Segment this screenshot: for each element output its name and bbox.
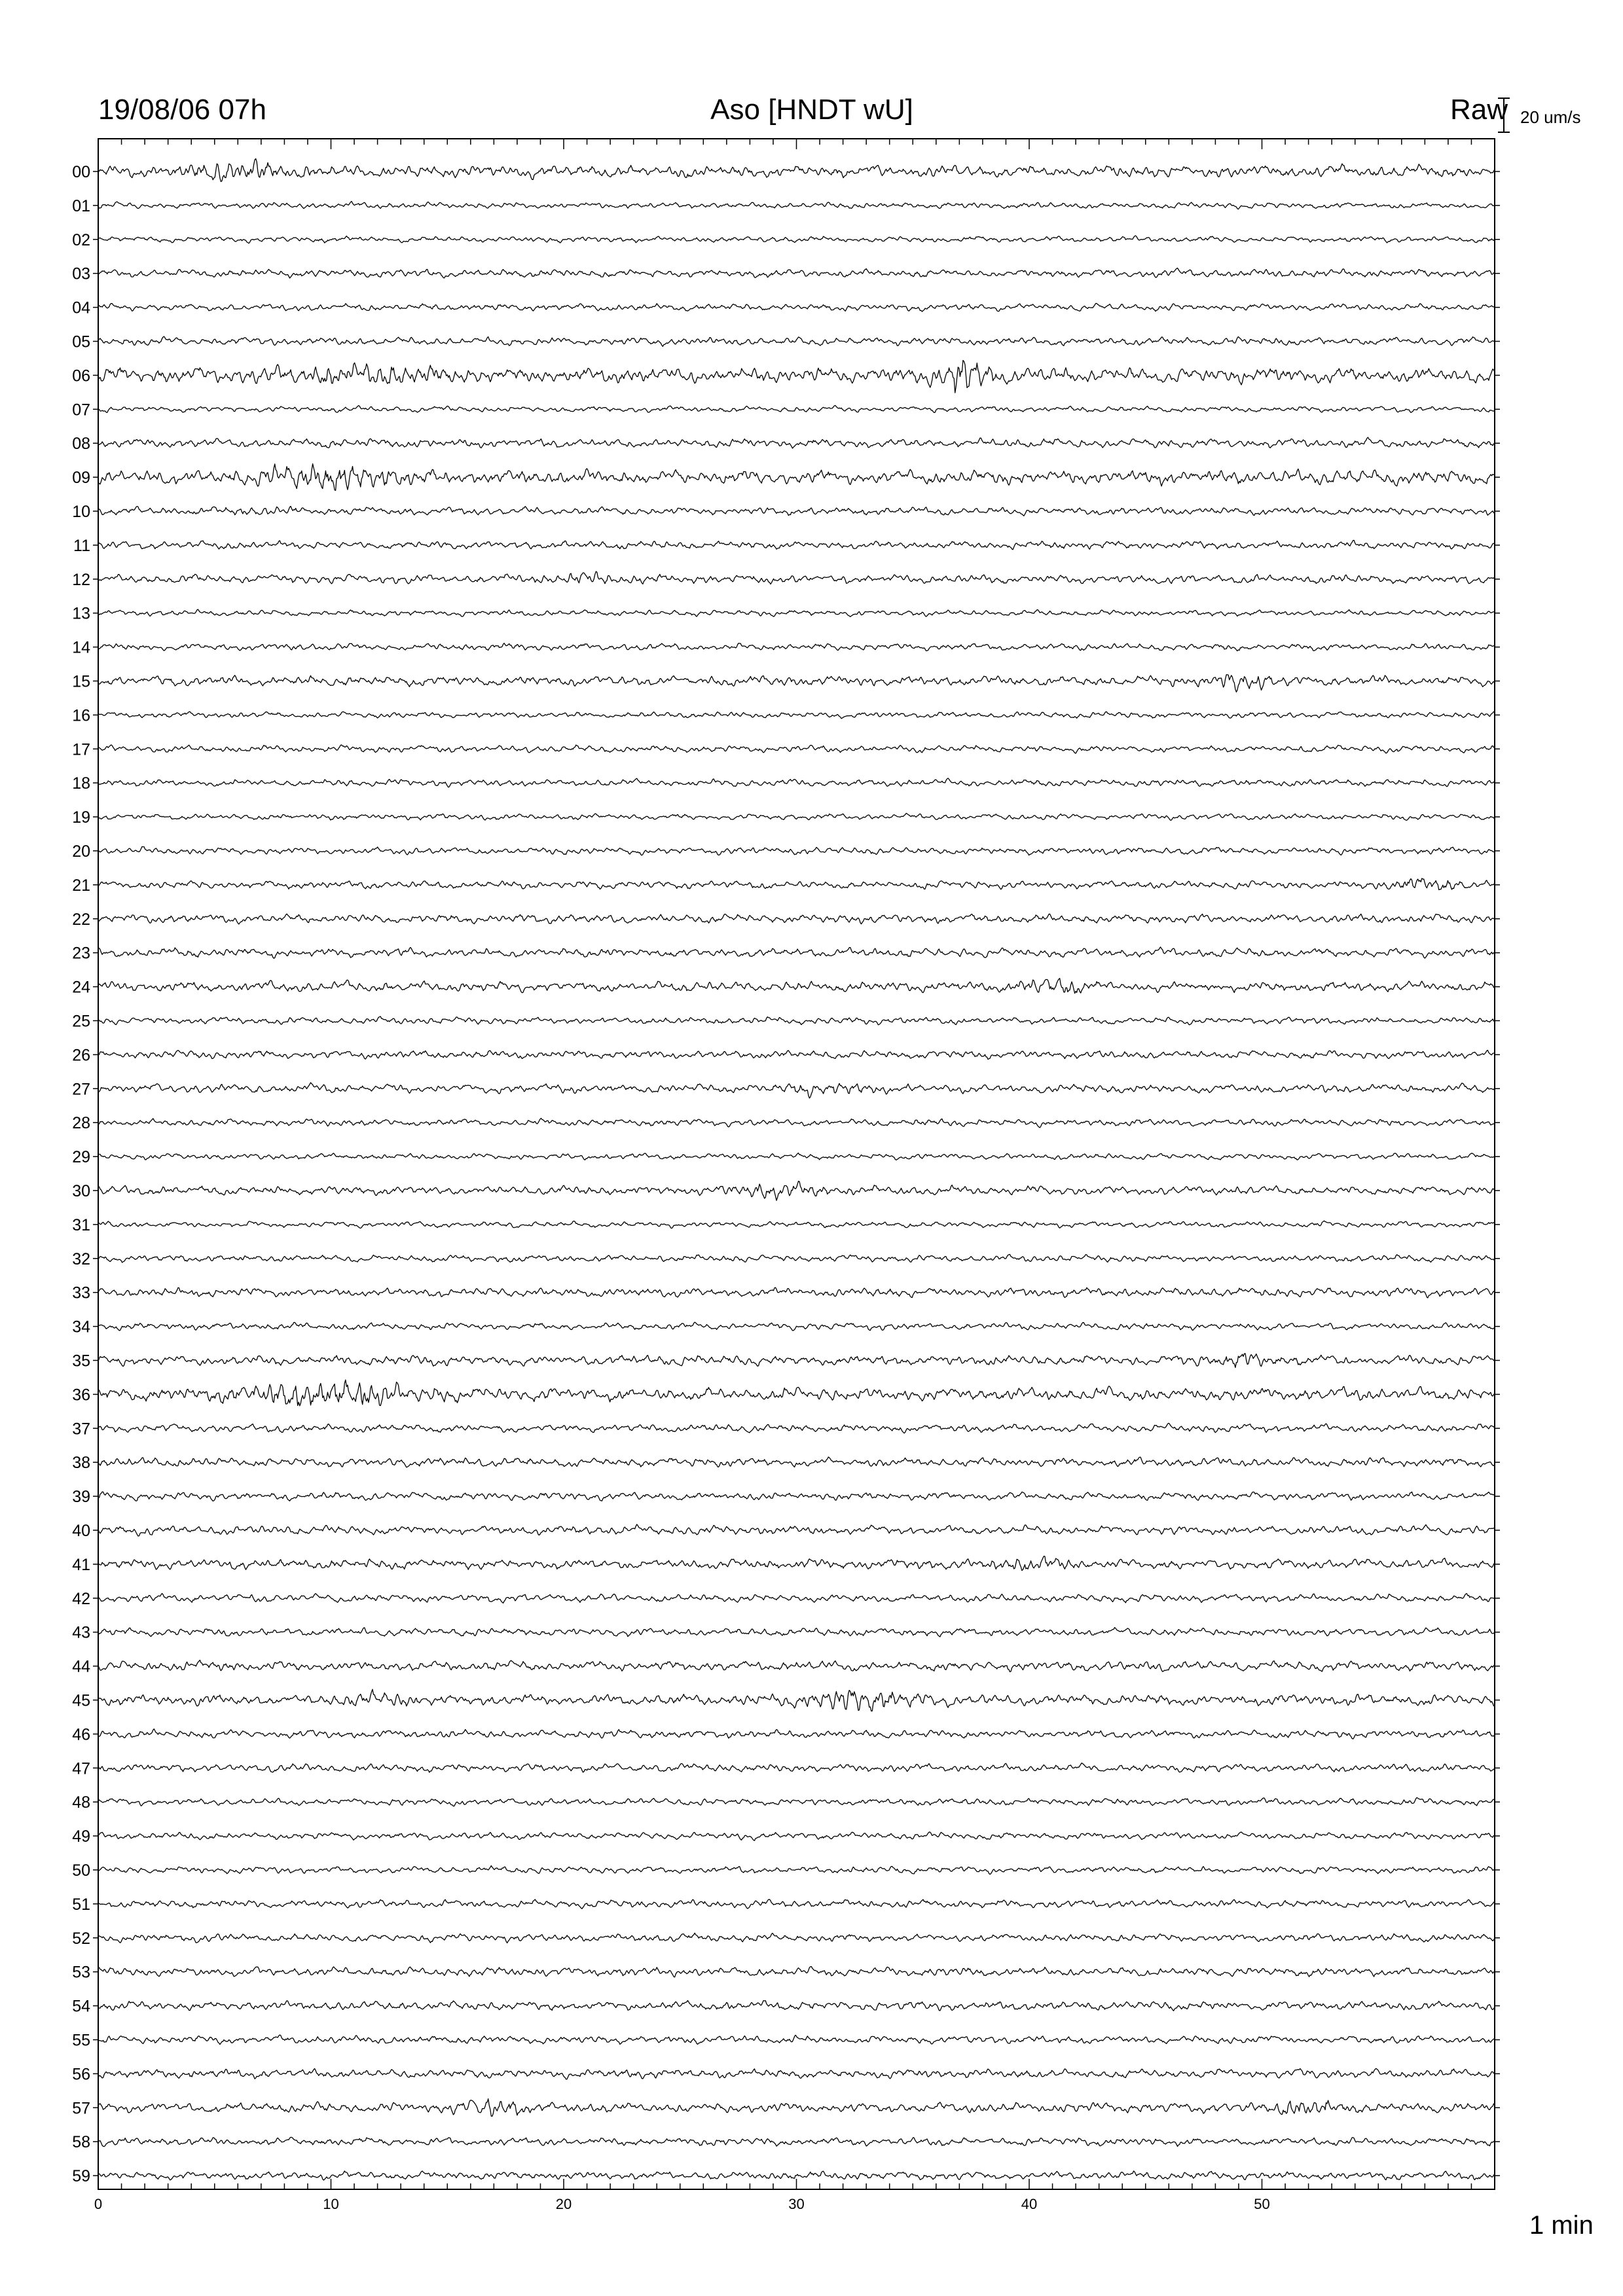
- trace-row-21: [98, 878, 1495, 890]
- trace-row-31: [98, 1221, 1495, 1228]
- row-label-25: 25: [72, 1012, 90, 1031]
- row-label-08: 08: [72, 435, 90, 454]
- row-label-00: 00: [72, 163, 90, 181]
- trace-row-25: [98, 1016, 1495, 1025]
- trace-row-38: [98, 1457, 1495, 1467]
- row-label-10: 10: [72, 503, 90, 521]
- row-label-05: 05: [72, 332, 90, 351]
- row-label-57: 57: [72, 2099, 90, 2118]
- trace-row-27: [98, 1083, 1495, 1098]
- row-label-33: 33: [72, 1283, 90, 1302]
- trace-row-00: [98, 159, 1495, 182]
- row-label-19: 19: [72, 808, 90, 827]
- row-label-43: 43: [72, 1623, 90, 1642]
- row-label-37: 37: [72, 1420, 90, 1439]
- x-tick-label-10: 10: [323, 2196, 339, 2212]
- date-hour-label: 19/08/06 07h: [98, 94, 266, 126]
- trace-row-53: [98, 1967, 1495, 1977]
- row-labels: [72, 163, 1500, 2185]
- trace-row-58: [98, 2138, 1495, 2147]
- trace-row-03: [98, 268, 1495, 278]
- trace-row-17: [98, 745, 1495, 753]
- row-label-06: 06: [72, 367, 90, 386]
- trace-row-11: [98, 541, 1495, 550]
- row-label-55: 55: [72, 2031, 90, 2050]
- x-tick-label-40: 40: [1021, 2196, 1038, 2212]
- plot-frame: [98, 139, 1495, 2189]
- trace-row-28: [98, 1119, 1495, 1128]
- x-tick-label-50: 50: [1254, 2196, 1270, 2212]
- mode-label: Raw: [1450, 94, 1508, 126]
- row-label-01: 01: [72, 196, 90, 215]
- trace-row-30: [98, 1181, 1495, 1201]
- trace-row-41: [98, 1556, 1495, 1571]
- row-label-35: 35: [72, 1352, 90, 1371]
- row-label-39: 39: [72, 1488, 90, 1507]
- x-tick-label-0: 0: [94, 2196, 103, 2212]
- trace-row-16: [98, 711, 1495, 719]
- trace-row-24: [98, 978, 1495, 994]
- trace-row-12: [98, 571, 1495, 584]
- trace-row-05: [98, 336, 1495, 346]
- trace-row-13: [98, 609, 1495, 617]
- trace-row-36: [98, 1380, 1495, 1406]
- trace-row-43: [98, 1628, 1495, 1637]
- trace-row-46: [98, 1729, 1495, 1739]
- trace-row-15: [98, 675, 1495, 692]
- row-label-09: 09: [72, 469, 90, 488]
- trace-row-55: [98, 2035, 1495, 2045]
- row-label-24: 24: [72, 978, 90, 997]
- row-label-44: 44: [72, 1657, 90, 1676]
- trace-row-51: [98, 1899, 1495, 1909]
- plot-border: [98, 139, 1495, 2189]
- trace-row-02: [98, 236, 1495, 243]
- row-label-13: 13: [72, 604, 90, 623]
- row-label-51: 51: [72, 1895, 90, 1914]
- trace-row-08: [98, 437, 1495, 448]
- row-label-59: 59: [72, 2167, 90, 2186]
- row-label-29: 29: [72, 1148, 90, 1167]
- trace-row-19: [98, 814, 1495, 821]
- trace-row-10: [98, 507, 1495, 516]
- trace-row-37: [98, 1424, 1495, 1433]
- trace-row-34: [98, 1322, 1495, 1331]
- row-label-28: 28: [72, 1114, 90, 1133]
- trace-row-48: [98, 1798, 1495, 1806]
- trace-row-39: [98, 1492, 1495, 1501]
- row-label-41: 41: [72, 1555, 90, 1574]
- row-label-30: 30: [72, 1182, 90, 1200]
- row-label-38: 38: [72, 1454, 90, 1473]
- trace-row-18: [98, 778, 1495, 787]
- trace-row-22: [98, 914, 1495, 924]
- row-label-22: 22: [72, 910, 90, 929]
- trace-row-56: [98, 2068, 1495, 2079]
- row-label-15: 15: [72, 672, 90, 691]
- x-tick-label-20: 20: [555, 2196, 572, 2212]
- row-label-52: 52: [72, 1929, 90, 1948]
- row-label-03: 03: [72, 264, 90, 283]
- x-axis-label: 1 min: [1529, 2211, 1594, 2240]
- trace-row-04: [98, 304, 1495, 312]
- trace-row-59: [98, 2171, 1495, 2180]
- row-label-56: 56: [72, 2065, 90, 2084]
- trace-row-40: [98, 1524, 1495, 1536]
- row-label-27: 27: [72, 1080, 90, 1099]
- trace-row-20: [98, 847, 1495, 855]
- trace-row-57: [98, 2099, 1495, 2117]
- row-label-47: 47: [72, 1759, 90, 1778]
- row-label-40: 40: [72, 1522, 90, 1540]
- row-label-42: 42: [72, 1589, 90, 1608]
- row-label-04: 04: [72, 298, 90, 317]
- row-label-46: 46: [72, 1725, 90, 1744]
- row-label-23: 23: [72, 944, 90, 963]
- trace-row-52: [98, 1933, 1495, 1943]
- row-label-49: 49: [72, 1827, 90, 1846]
- row-label-11: 11: [73, 536, 90, 555]
- trace-row-47: [98, 1763, 1495, 1772]
- row-label-32: 32: [72, 1249, 90, 1268]
- trace-row-33: [98, 1287, 1495, 1298]
- row-label-45: 45: [72, 1691, 90, 1710]
- trace-row-14: [98, 643, 1495, 651]
- trace-row-26: [98, 1050, 1495, 1060]
- scale-bar-label: 20 um/s: [1520, 107, 1581, 127]
- row-label-02: 02: [72, 230, 90, 249]
- trace-row-06: [98, 361, 1495, 393]
- trace-row-45: [98, 1689, 1495, 1711]
- x-tick-label-30: 30: [788, 2196, 805, 2212]
- row-label-12: 12: [72, 570, 90, 589]
- trace-row-54: [98, 2001, 1495, 2011]
- row-label-48: 48: [72, 1793, 90, 1812]
- row-label-16: 16: [72, 706, 90, 725]
- trace-row-42: [98, 1594, 1495, 1604]
- trace-row-49: [98, 1832, 1495, 1840]
- row-label-36: 36: [72, 1386, 90, 1405]
- trace-row-32: [98, 1255, 1495, 1263]
- trace-row-44: [98, 1660, 1495, 1672]
- row-label-14: 14: [72, 638, 90, 657]
- trace-row-09: [98, 464, 1495, 491]
- row-label-34: 34: [72, 1318, 90, 1336]
- row-label-31: 31: [72, 1215, 90, 1234]
- trace-row-50: [98, 1866, 1495, 1874]
- station-title: Aso [HNDT wU]: [710, 94, 913, 126]
- row-label-50: 50: [72, 1861, 90, 1880]
- row-label-54: 54: [72, 1997, 90, 2016]
- trace-row-29: [98, 1153, 1495, 1160]
- row-label-17: 17: [72, 740, 90, 759]
- row-label-21: 21: [72, 876, 90, 895]
- row-label-58: 58: [72, 2133, 90, 2152]
- trace-row-07: [98, 406, 1495, 413]
- trace-row-35: [98, 1354, 1495, 1367]
- row-label-07: 07: [72, 401, 90, 420]
- trace-row-23: [98, 947, 1495, 958]
- row-label-18: 18: [72, 774, 90, 793]
- trace-rows: [98, 159, 1495, 2181]
- row-label-26: 26: [72, 1046, 90, 1065]
- trace-row-01: [98, 202, 1495, 209]
- row-label-20: 20: [72, 842, 90, 861]
- row-label-53: 53: [72, 1963, 90, 1982]
